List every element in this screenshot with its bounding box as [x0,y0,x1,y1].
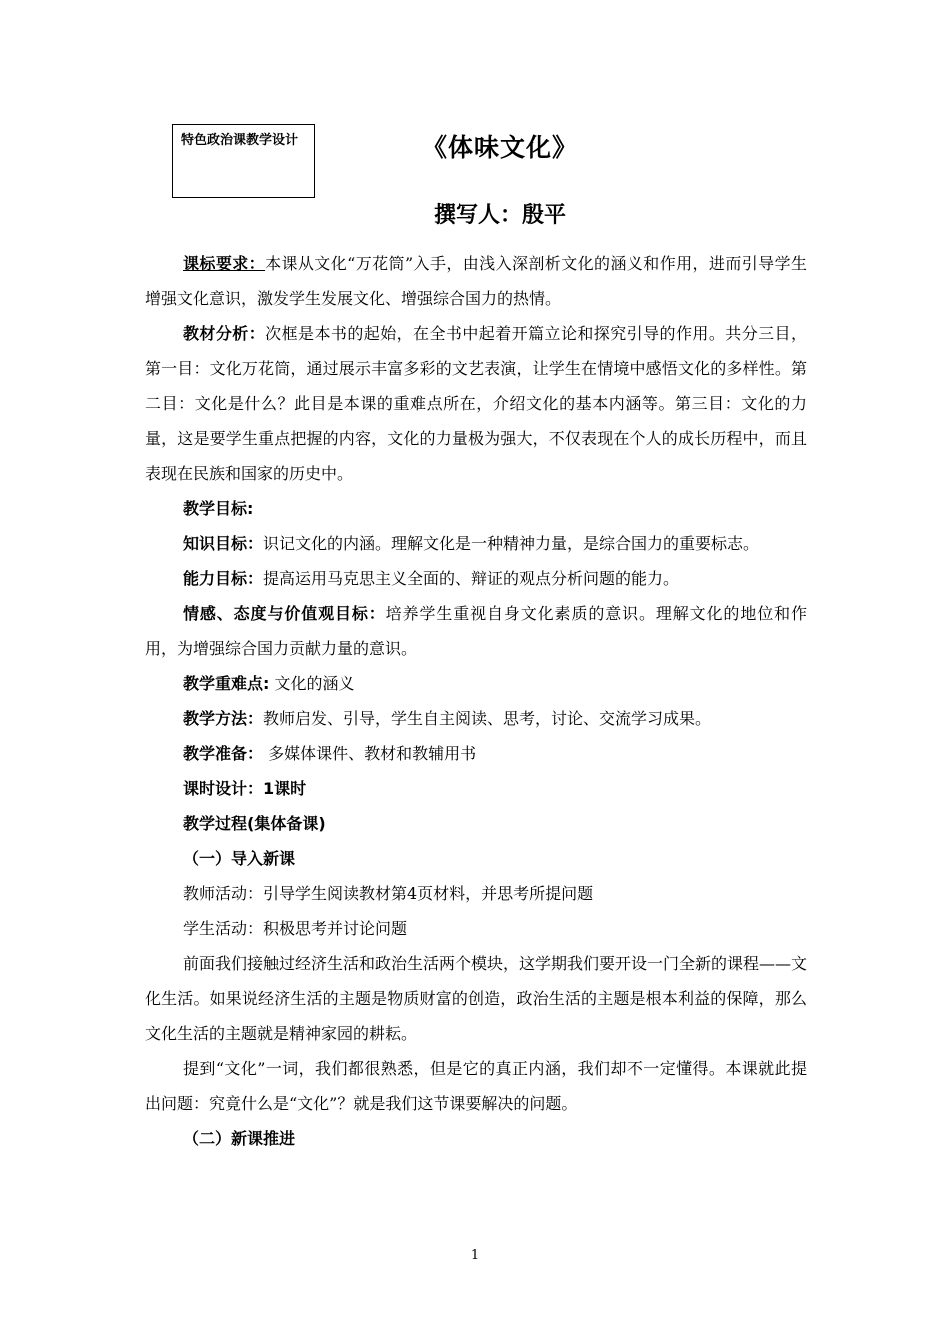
paragraph-teaching-preparation [145,736,807,771]
label-introduction: （一）导入新课 [183,849,296,868]
text-module-intro: 前面我们接触过经济生活和政治生活两个模块，这学期我们要开设一门全新的课程——文化生活。如果说经济生活的主题是物质财富的创造，政治生活的主题是根本利益的保障，那么文化生活的主题就是精神家园的耕耘。 [145,954,808,1043]
label-teaching-method: 教学方法： [183,709,264,728]
text-teaching-preparation: 多媒体课件、教材和教辅用书 [263,744,477,763]
label-class-hours: 课时设计：1课时 [183,779,307,798]
author-line: 撰写人：殷平 [433,203,566,228]
document-body [145,246,807,1156]
text-teaching-method: 教师启发、引导，学生自主阅读、思考，讨论、交流学习成果。 [263,709,712,728]
label-new-lesson: （二）新课推进 [183,1129,296,1148]
paragraph-culture-question [145,1051,807,1121]
paragraph-curriculum-requirement [145,246,807,316]
paragraph-module-intro [145,946,807,1051]
text-culture-question: 提到“文化”一词，我们都很熟悉，但是它的真正内涵，我们却不一定懂得。本课就此提出问题：究竟什么是“文化”？就是我们这节课要解决的问题。 [145,1059,807,1113]
text-teacher-activity: 教师活动：引导学生阅读教材第4页材料，并思考所提问题 [183,884,594,903]
section-heading-introduction [145,841,807,876]
text-textbook-analysis: 次框是本书的起始，在全书中起着开篇立论和探究引导的作用。共分三目，第一目：文化万花筒，通过展示丰富多彩的文艺表演，让学生在情境中感悟文化的多样性。第二目：文化是什么？此目是本课的重难点所在，介绍文化的基本内涵等。第三目：文化的力量，这是要学生重点把握的内容，文化的力量极为强大，不仅表现在个人的成长历程中，而且表现在民族和国家的历史中。 [145,324,807,483]
text-values-goal: 培养学生重视自身文化素质的意识。理解文化的地位和作用，为增强综合国力贡献力量的意识。 [145,604,807,658]
paragraph-ability-goal [145,561,807,596]
page-number: 1 [470,1248,480,1263]
text-key-points: 文化的涵义 [269,674,355,693]
label-values-goal: 情感、态度与价值观目标： [183,604,386,623]
label-curriculum-requirement: 课标要求： [183,254,266,273]
paragraph-class-hours [145,771,807,806]
section-heading-new-lesson [145,1121,807,1156]
text-student-activity: 学生活动：积极思考并讨论问题 [183,919,408,938]
paragraph-teaching-method [145,701,807,736]
paragraph-key-points [145,666,807,701]
label-teaching-process: 教学过程(集体备课) [183,814,326,833]
label-knowledge-goal: 知识目标： [183,534,264,553]
label-teaching-goals: 教学目标: [183,499,254,518]
document-title: 《体味文化》 [421,133,578,162]
text-ability-goal: 提高运用马克思主义全面的、辩证的观点分析问题的能力。 [263,569,680,588]
text-curriculum-requirement: 本课从文化“万花筒”入手，由浅入深剖析文化的涵义和作用，进而引导学生增强文化意识，激发学生发展文化、增强综合国力的热情。 [145,254,807,308]
label-textbook-analysis: 教材分析： [183,324,266,343]
paragraph-teaching-process [145,806,807,841]
label-key-points: 教学重难点: [183,674,270,693]
paragraph-student-activity [145,911,807,946]
paragraph-teacher-activity [145,876,807,911]
paragraph-knowledge-goal [145,526,807,561]
label-teaching-preparation: 教学准备： [183,744,264,763]
course-badge: 特色政治课教学设计 [172,124,315,198]
text-knowledge-goal: 识记文化的内涵。理解文化是一种精神力量，是综合国力的重要标志。 [263,534,760,553]
paragraph-textbook-analysis [145,316,807,491]
label-ability-goal: 能力目标： [183,569,264,588]
paragraph-values-goal [145,596,807,666]
paragraph-teaching-goals [145,491,807,526]
